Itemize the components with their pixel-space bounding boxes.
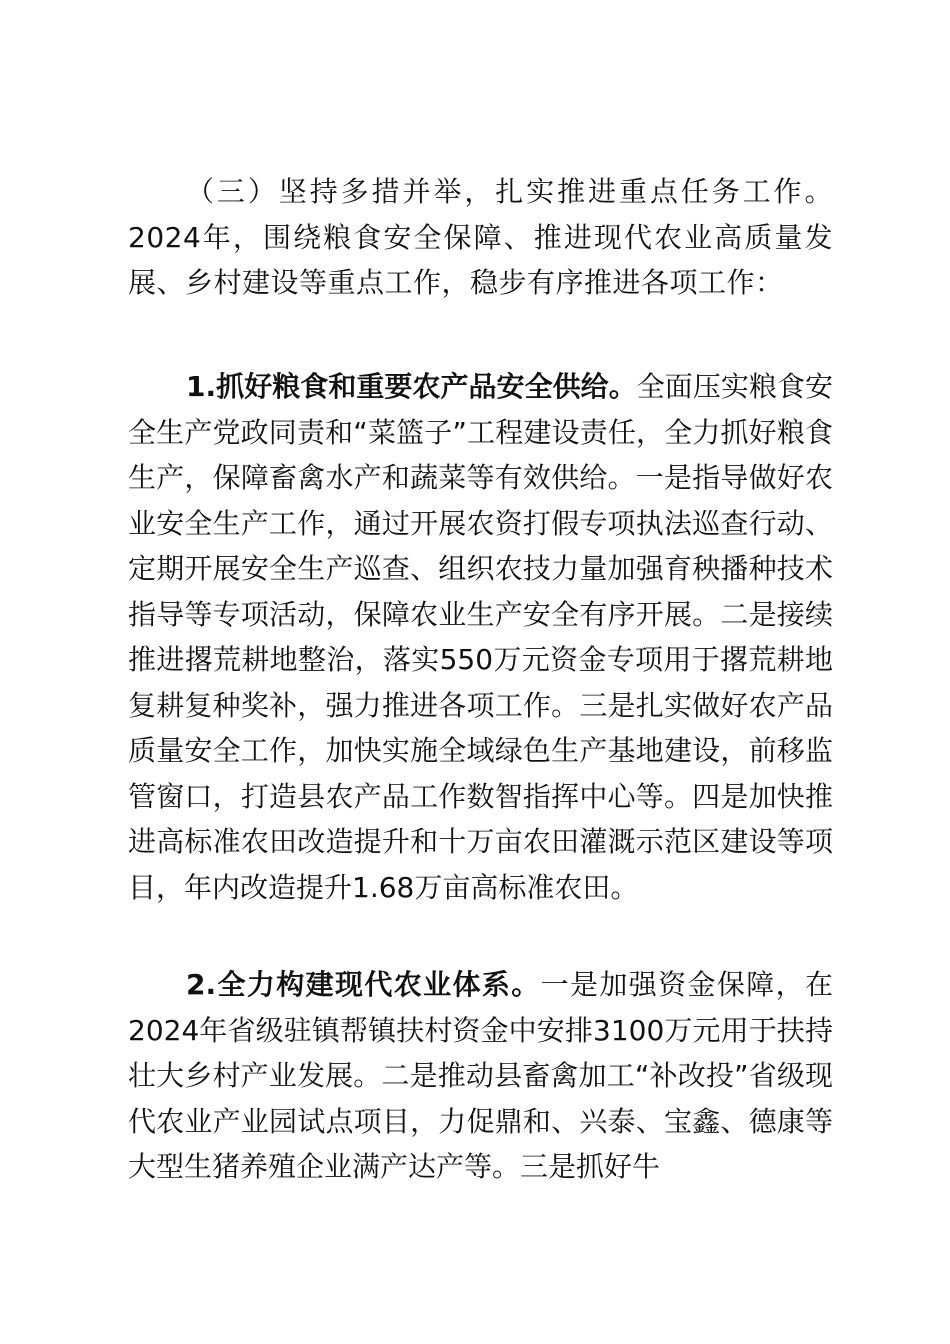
- item-body-1: 全面压实粮食安全生产党政同责和“菜篮子”工程建设责任，全力抓好粮食生产，保障畜禽水产和蔬菜等有效供给。一是指导做好农业安全生产工作，通过开展农资打假专项执法巡查行动、定期开展安全生产巡查、组织农技力量加强育秧播种技术指导等专项活动，保障农业生产安全有序开展。二是接续推进撂荒耕地整治，落实550万元资金专项用于撂荒耕地复耕复种奖补，强力推进各项工作。三是扎实做好农产品质量安全工作，加快实施全域绿色生产基地建设，前移监管窗口，打造县农产品工作数智指挥中心等。四是加快推进高标准农田改造提升和十万亩农田灌溉示范区建设等项目，年内改造提升1.68万亩高标准农田。: [128, 370, 833, 904]
- item-paragraph-1: [128, 364, 833, 910]
- item-body-2: 一是加强资金保障，在2024年省级驻镇帮镇扶村资金中安排3100万元用于扶持壮大乡村产业发展。二是推动县畜禽加工“补改投”省级现代农业产业园试点项目，力促鼎和、兴泰、宝鑫、德康等大型生猪养殖企业满产达产等。三是抓好牛: [128, 968, 833, 1183]
- section-paragraph: （三）坚持多措并举，扎实推进重点任务工作。2024年，围绕粮食安全保障、推进现代农业高质量发展、乡村建设等重点工作，稳步有序推进各项工作：: [128, 175, 833, 299]
- item-heading-2: 2.全力构建现代农业体系。: [186, 968, 541, 1001]
- item-paragraph-2: [128, 962, 833, 1190]
- item-heading-1: 1.抓好粮食和重要农产品安全供给。: [186, 370, 637, 403]
